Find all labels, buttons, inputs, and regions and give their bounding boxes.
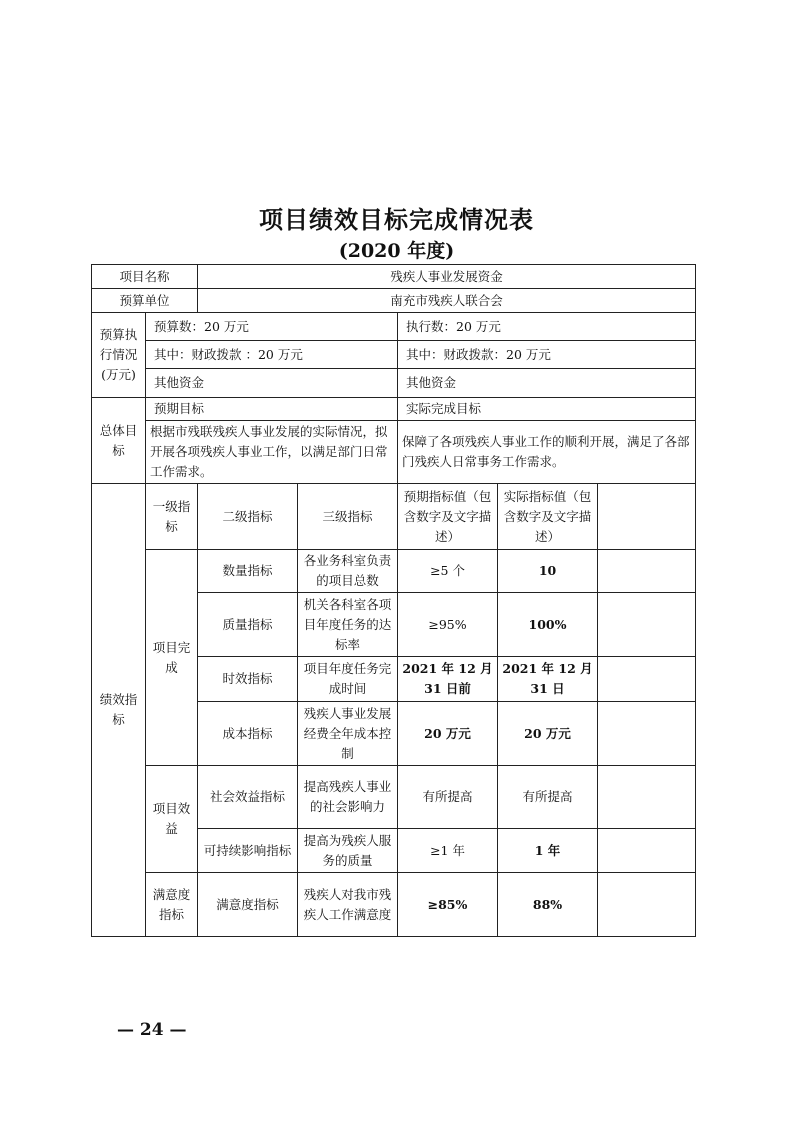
group-satisfaction: 满意度指标 bbox=[146, 873, 198, 937]
project-name-label: 项目名称 bbox=[92, 265, 198, 289]
budget-unit-row bbox=[92, 289, 696, 313]
indicator-level2: 满意度指标 bbox=[198, 873, 298, 937]
empty-cell bbox=[598, 829, 696, 873]
budget-unit-value: 南充市残疾人联合会 bbox=[198, 289, 696, 313]
indicator-level3: 机关各科室各项目年度任务的达标率 bbox=[298, 593, 398, 657]
empty-cell bbox=[598, 593, 696, 657]
indicator-actual: 10 bbox=[498, 550, 598, 593]
indicator-actual: 88% bbox=[498, 873, 598, 937]
indicator-level3: 各业务科室负责的项目总数 bbox=[298, 550, 398, 593]
project-name-row bbox=[92, 265, 696, 289]
indicator-expected: ≥5 个 bbox=[398, 550, 498, 593]
group-benefit: 项目效益 bbox=[146, 766, 198, 873]
empty-cell bbox=[598, 550, 696, 593]
empty-cell bbox=[598, 657, 696, 702]
expected-value-header: 预期指标值（包含数字及文字描述） bbox=[398, 484, 498, 550]
indicator-actual: 1 年 bbox=[498, 829, 598, 873]
budget-execution-label: 预算执行情况(万元) bbox=[92, 313, 146, 398]
actual-goal-header: 实际完成目标 bbox=[398, 398, 696, 421]
actual-goal-text: 保障了各项残疾人事业工作的顺利开展，满足了各部门残疾人日常事务工作需求。 bbox=[398, 421, 696, 484]
indicator-expected: ≥1 年 bbox=[398, 829, 498, 873]
page-number: — 24 — bbox=[117, 1020, 187, 1040]
project-name-value: 残疾人事业发展资金 bbox=[198, 265, 696, 289]
budget-row bbox=[92, 313, 696, 341]
indicator-expected: 20 万元 bbox=[398, 702, 498, 766]
executed-amount: 执行数：20 万元 bbox=[398, 313, 696, 341]
indicator-level3: 提高残疾人事业的社会影响力 bbox=[298, 766, 398, 829]
goal-header-row bbox=[92, 398, 696, 421]
other-funds-row bbox=[92, 369, 696, 398]
empty-cell bbox=[598, 873, 696, 937]
overall-goal-label: 总体目标 bbox=[92, 398, 146, 484]
indicator-actual: 100% bbox=[498, 593, 598, 657]
indicator-actual: 20 万元 bbox=[498, 702, 598, 766]
expected-goal-header: 预期目标 bbox=[146, 398, 398, 421]
indicator-header-row bbox=[92, 484, 696, 550]
indicator-row bbox=[92, 766, 696, 829]
indicator-level2: 成本指标 bbox=[198, 702, 298, 766]
indicator-level3: 提高为残疾人服务的质量 bbox=[298, 829, 398, 873]
indicator-expected: 2021 年 12 月31 日前 bbox=[398, 657, 498, 702]
indicator-actual: 有所提高 bbox=[498, 766, 598, 829]
executed-other: 其他资金 bbox=[398, 369, 696, 398]
indicator-expected: ≥85% bbox=[398, 873, 498, 937]
indicator-level3: 残疾人对我市残疾人工作满意度 bbox=[298, 873, 398, 937]
budget-fiscal: 其中：财政拨款 ：20 万元 bbox=[146, 341, 398, 369]
actual-value-header: 实际指标值（包含数字及文字描述） bbox=[498, 484, 598, 550]
fiscal-row bbox=[92, 341, 696, 369]
empty-cell bbox=[598, 766, 696, 829]
document-title: 项目绩效目标完成情况表 bbox=[259, 205, 534, 234]
indicator-level2: 时效指标 bbox=[198, 657, 298, 702]
indicator-expected: ≥95% bbox=[398, 593, 498, 657]
budget-amount: 预算数：20 万元 bbox=[146, 313, 398, 341]
document-subtitle: (2020 年度) bbox=[338, 240, 455, 262]
indicator-level3: 项目年度任务完成时间 bbox=[298, 657, 398, 702]
budget-unit-label: 预算单位 bbox=[92, 289, 198, 313]
goal-text-row bbox=[92, 421, 696, 484]
indicator-actual: 2021 年 12 月31 日 bbox=[498, 657, 598, 702]
level3-header: 三级指标 bbox=[298, 484, 398, 550]
level2-header: 二级指标 bbox=[198, 484, 298, 550]
performance-table bbox=[91, 264, 696, 937]
performance-label: 绩效指标 bbox=[92, 484, 146, 937]
indicator-level2: 可持续影响指标 bbox=[198, 829, 298, 873]
indicator-level2: 社会效益指标 bbox=[198, 766, 298, 829]
empty-cell bbox=[598, 702, 696, 766]
indicator-expected: 有所提高 bbox=[398, 766, 498, 829]
level1-header: 一级指标 bbox=[146, 484, 198, 550]
indicator-level2: 数量指标 bbox=[198, 550, 298, 593]
budget-other: 其他资金 bbox=[146, 369, 398, 398]
executed-fiscal: 其中：财政拨款：20 万元 bbox=[398, 341, 696, 369]
indicator-row bbox=[92, 550, 696, 593]
indicator-level3: 残疾人事业发展经费全年成本控制 bbox=[298, 702, 398, 766]
indicator-level2: 质量指标 bbox=[198, 593, 298, 657]
expected-goal-text: 根据市残联残疾人事业发展的实际情况，拟开展各项残疾人事业工作，以满足部门日常工作需求。 bbox=[146, 421, 398, 484]
indicator-row bbox=[92, 873, 696, 937]
empty-cell bbox=[598, 484, 696, 550]
group-completion: 项目完成 bbox=[146, 550, 198, 766]
